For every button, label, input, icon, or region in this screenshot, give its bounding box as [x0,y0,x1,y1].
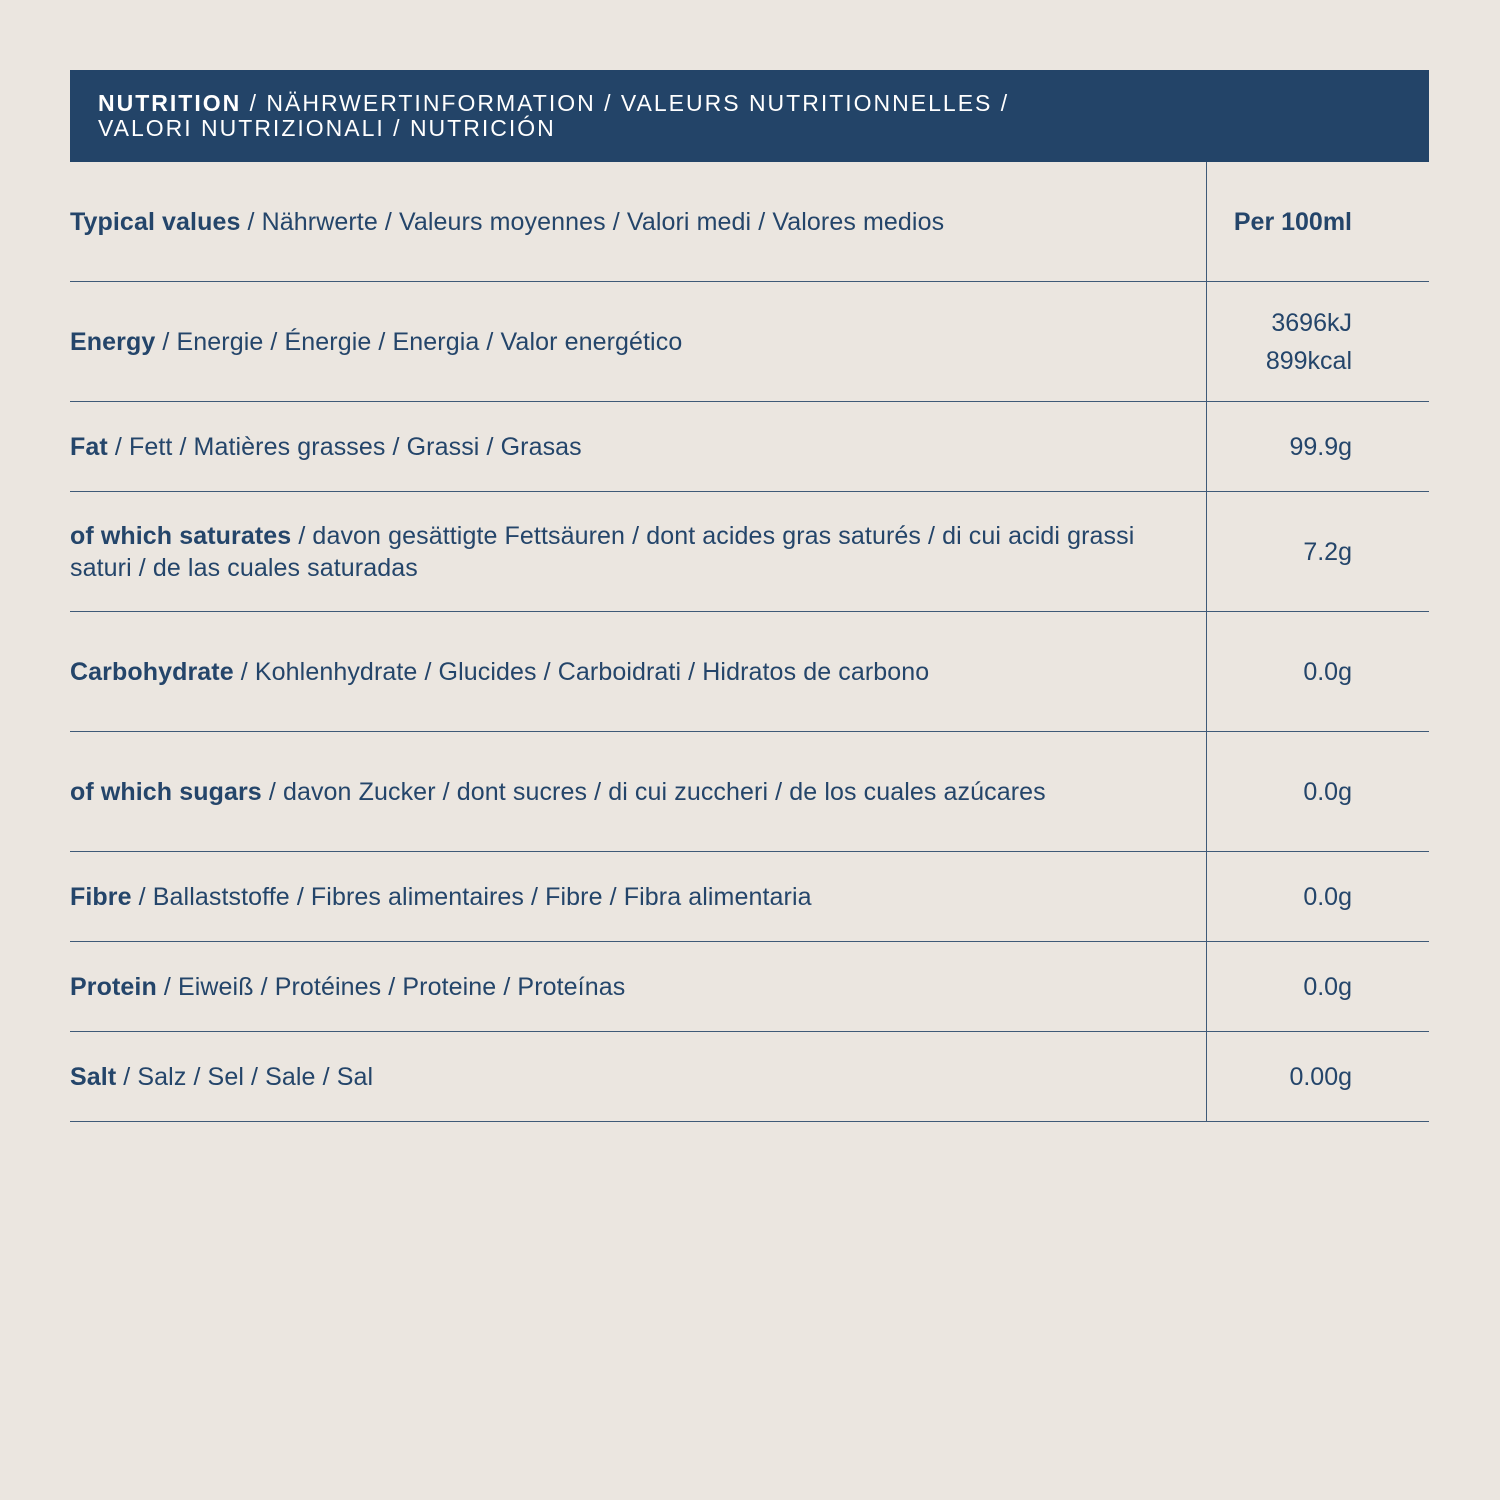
nutrient-label-bold: Protein [70,972,157,1001]
table-row-protein [70,942,1429,1032]
nutrient-label [70,431,1206,463]
table-header-row [70,162,1429,282]
table-row-salt [70,1032,1429,1122]
nutrient-label-rest: / Salz / Sel / Sale / Sal [116,1062,374,1091]
table-row-saturates [70,492,1429,612]
table-header-label [70,206,1206,238]
nutrient-value [1206,612,1429,731]
header-title-rest: / NÄHRWERTINFORMATION / VALEURS NUTRITIONNELLES / [241,90,1010,116]
nutrition-table [70,162,1429,1122]
table-header-label-bold: Typical values [70,207,241,236]
nutrient-value [1206,852,1429,941]
nutrient-label [70,776,1206,808]
sugars-value: 0.0g [1303,777,1352,806]
table-row-carbohydrate [70,612,1429,732]
table-header-label-rest: / Nährwerte / Valeurs moyennes / Valori medi / Valores medios [240,207,945,236]
nutrient-value [1206,402,1429,491]
nutrient-label [70,520,1206,584]
nutrient-label-bold: of which sugars [70,777,262,806]
nutrient-label-bold: Carbohydrate [70,657,234,686]
nutrient-label-bold: Salt [70,1062,117,1091]
nutrient-label-bold: Fibre [70,882,132,911]
table-row-sugars [70,732,1429,852]
energy-kj-value: 3696kJ [1271,308,1352,337]
nutrient-label [70,881,1206,913]
nutrient-label-bold: Energy [70,327,156,356]
nutrient-value [1206,1032,1429,1121]
table-row-fibre [70,852,1429,942]
nutrient-label-rest: / Ballaststoffe / Fibres alimentaires / Fibre / Fibra alimentaria [131,882,812,911]
nutrient-label [70,656,1206,688]
nutrient-value [1206,492,1429,611]
energy-kcal-value: 899kcal [1265,346,1352,375]
header-title-line-2: VALORI NUTRIZIONALI / NUTRICIÓN [98,115,556,141]
header-title-line-1 [98,91,1429,116]
nutrient-label [70,326,1206,358]
table-header-value [1206,162,1429,281]
table-row-fat [70,402,1429,492]
nutrient-value [1206,282,1429,401]
nutrient-label-rest: / davon Zucker / dont sucres / di cui zuccheri / de los cuales azúcares [261,777,1046,806]
nutrient-label [70,1061,1206,1093]
fat-value: 99.9g [1289,432,1352,461]
carbohydrate-value: 0.0g [1303,657,1352,686]
salt-value: 0.00g [1289,1062,1352,1091]
protein-value: 0.0g [1303,972,1352,1001]
per-100ml-label: Per 100ml [1233,207,1352,236]
saturates-value: 7.2g [1303,537,1352,566]
fibre-value: 0.0g [1303,882,1352,911]
nutrient-label [70,971,1206,1003]
nutrient-label-rest: / Fett / Matières grasses / Grassi / Grasas [107,432,582,461]
nutrition-header [70,70,1429,162]
header-title-bold: NUTRITION [98,90,242,116]
nutrient-label-rest: / Eiweiß / Protéines / Proteine / Proteínas [156,972,626,1001]
nutrient-label-rest: / Kohlenhydrate / Glucides / Carboidrati / Hidratos de carbono [233,657,930,686]
nutrient-label-bold: Fat [70,432,108,461]
nutrient-label-rest: / Energie / Énergie / Energia / Valor energético [155,327,683,356]
nutrient-label-rest: / davon gesättigte Fettsäuren / dont acides gras saturés / di cui acidi grassi saturi / de las cuales saturadas [70,521,1135,582]
nutrient-value [1206,942,1429,1031]
nutrient-value [1206,732,1429,851]
nutrient-label-bold: of which saturates [70,521,292,550]
table-row-energy [70,282,1429,402]
